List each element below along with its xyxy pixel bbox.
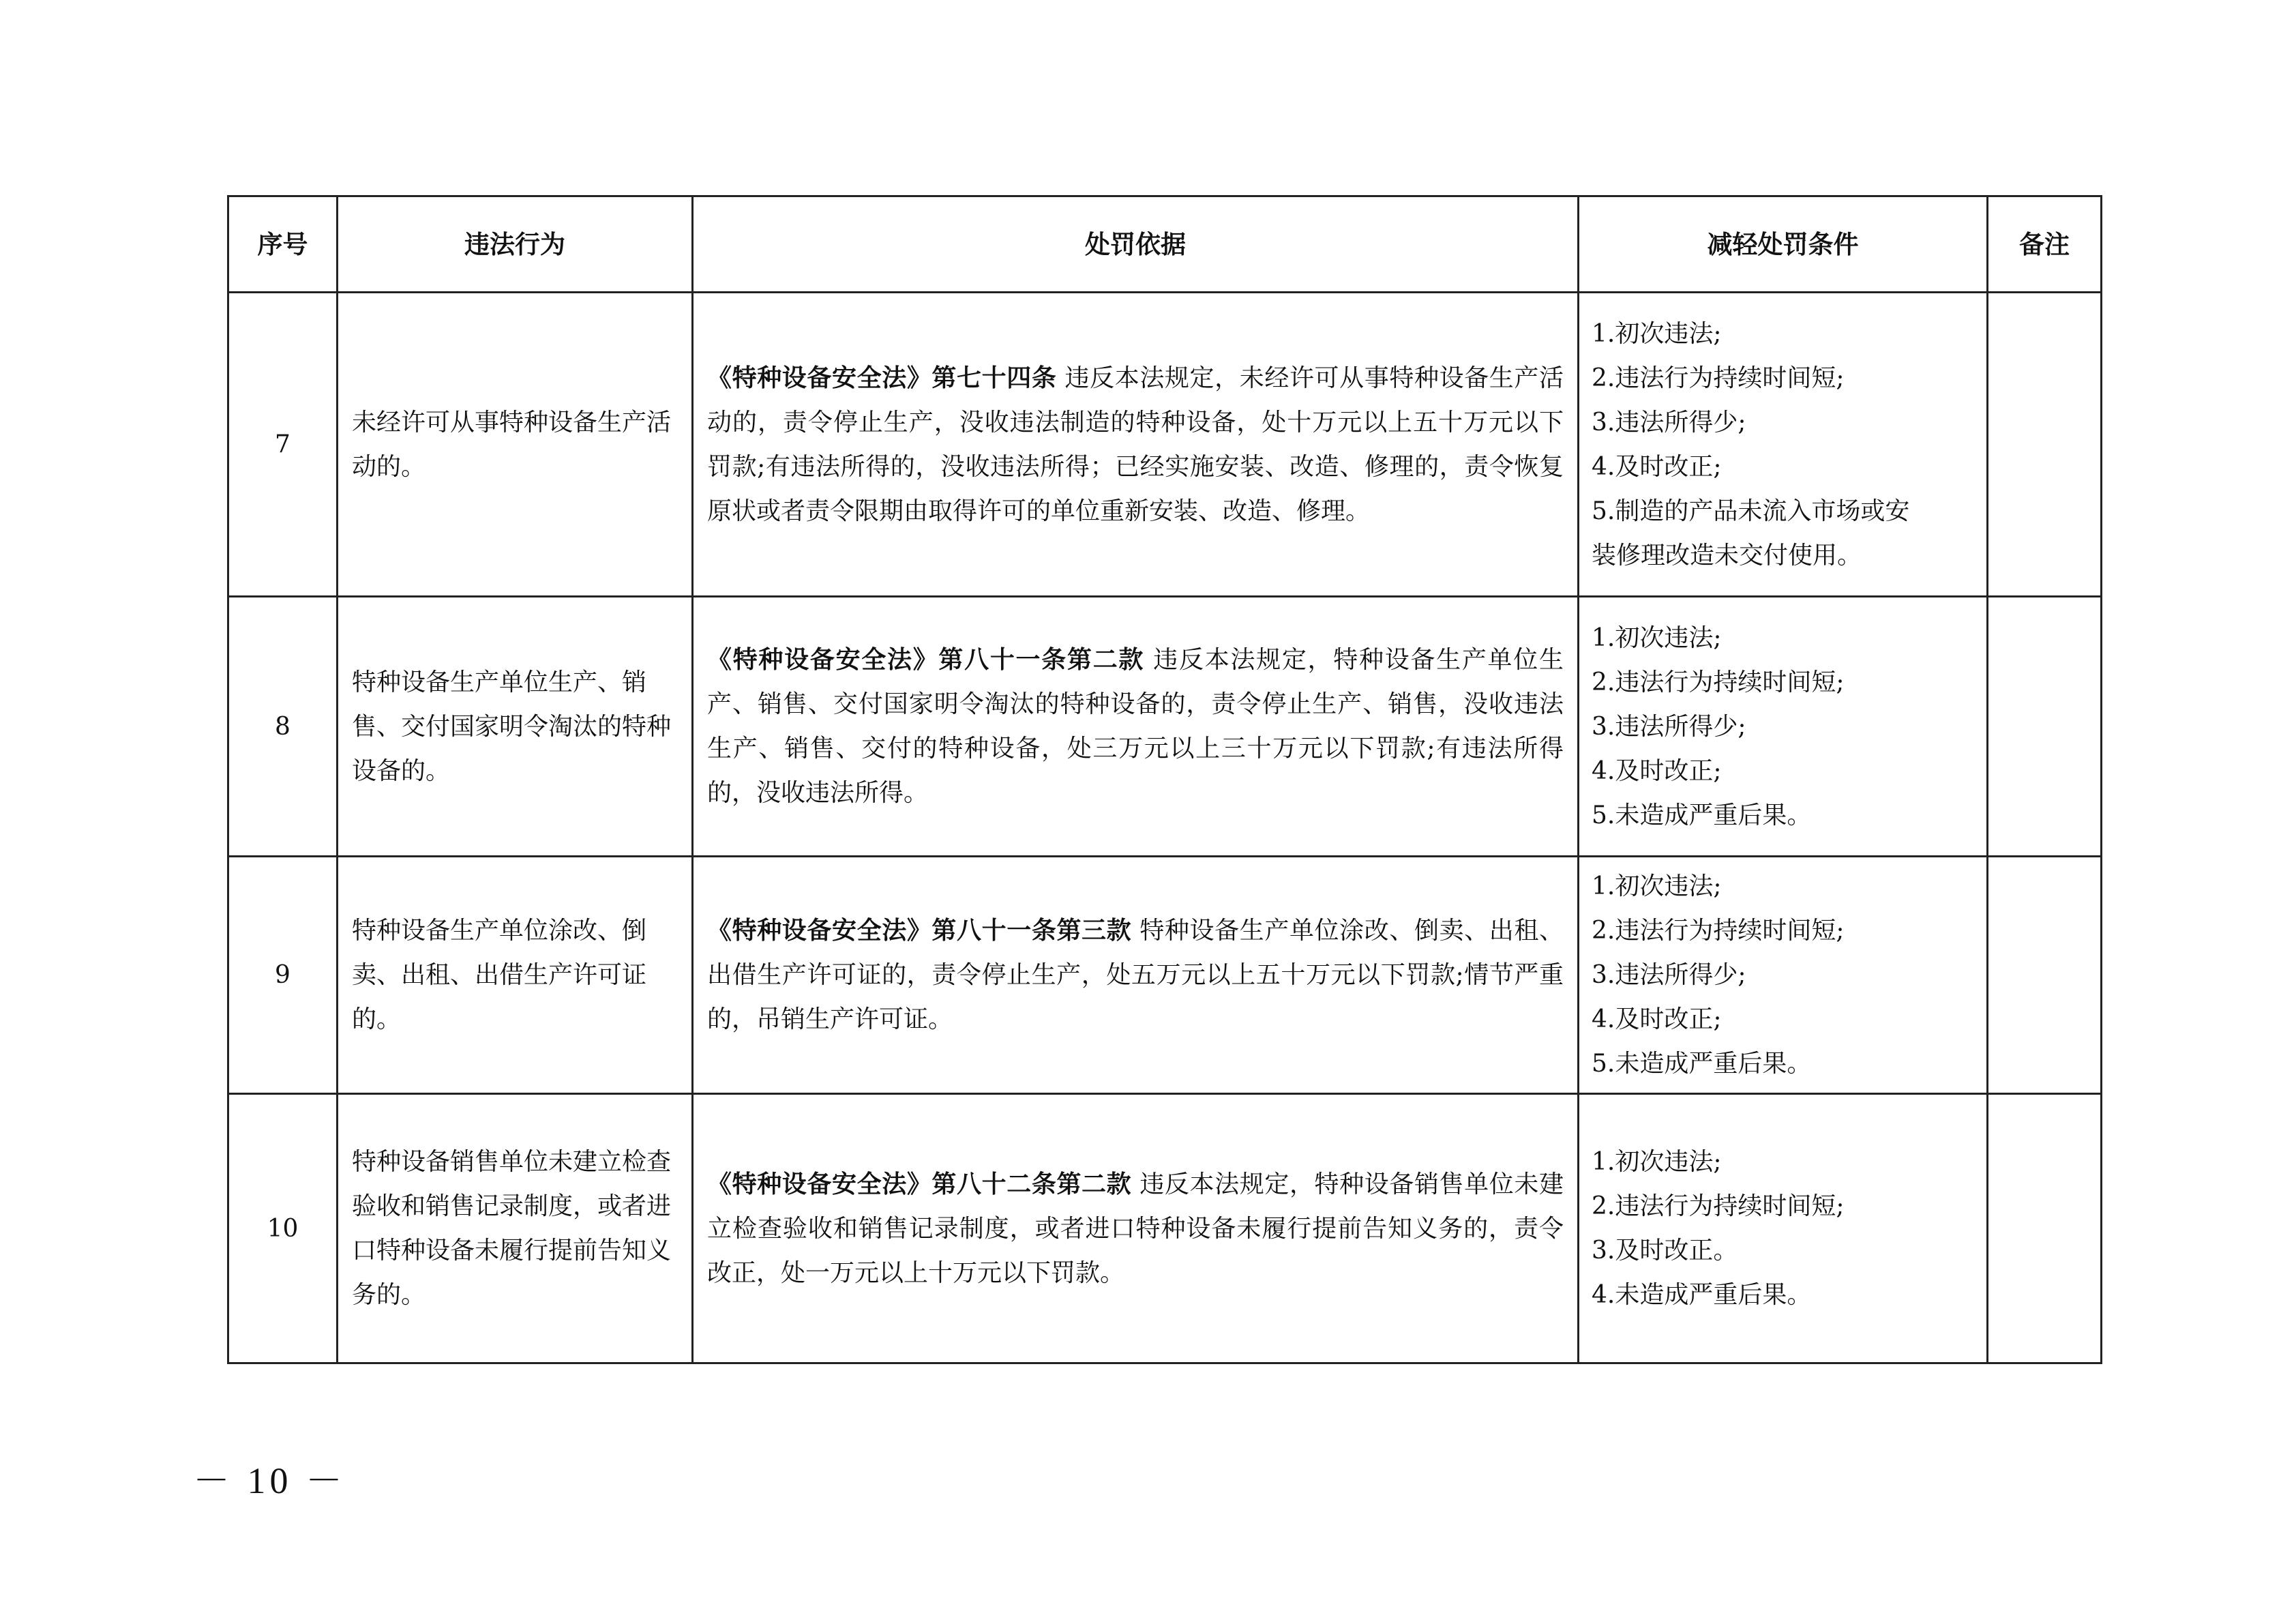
row-behavior: 特种设备生产单位生产、销售、交付国家明令淘汰的特种设备的。 — [338, 597, 693, 857]
basis-text: 违反本法规定，特种设备生产单位生产、销售、交付国家明令淘汰的特种设备的，责令停止生产、销售，没收违法生产、销售、交付的特种设备，处三万元以上三十万元以下罚款;有违法所得的，没收违法所得。 — [707, 646, 1564, 807]
condition-item: 1.初次违法; — [1592, 319, 1722, 348]
table-header-row — [228, 196, 2102, 293]
page-number: － 10 － — [193, 1460, 346, 1501]
header-seq: 序号 — [228, 196, 338, 293]
header-remarks: 备注 — [1988, 196, 2102, 293]
condition-item: 3.及时改正。 — [1592, 1237, 1738, 1265]
header-basis: 处罚依据 — [693, 196, 1579, 293]
row-behavior: 特种设备销售单位未建立检查验收和销售记录制度，或者进口特种设备未履行提前告知义务的。 — [338, 1094, 693, 1363]
row-seq: 10 — [228, 1094, 338, 1363]
row-behavior: 特种设备生产单位涂改、倒卖、出租、出借生产许可证的。 — [338, 857, 693, 1094]
condition-item: 装修理改造未交付使用。 — [1592, 541, 1862, 570]
condition-item: 4.及时改正; — [1592, 1005, 1722, 1033]
row-conditions — [1579, 597, 1988, 857]
table-row — [228, 857, 2102, 1094]
condition-item: 5.未造成严重后果。 — [1592, 801, 1812, 829]
condition-item: 2.违法行为持续时间短; — [1592, 917, 1845, 945]
row-remarks — [1988, 293, 2102, 597]
condition-item: 1.初次违法; — [1592, 623, 1722, 652]
row-remarks — [1988, 1094, 2102, 1363]
condition-item: 5.未造成严重后果。 — [1592, 1050, 1812, 1078]
row-seq: 8 — [228, 597, 338, 857]
basis-title: 《特种设备安全法》第七十四条 — [707, 364, 1057, 392]
row-basis — [693, 597, 1579, 857]
table-row — [228, 293, 2102, 597]
condition-item: 1.初次违法; — [1592, 1148, 1722, 1176]
basis-title: 《特种设备安全法》第八十二条第二款 — [707, 1170, 1132, 1198]
condition-item: 4.未造成严重后果。 — [1592, 1281, 1812, 1309]
row-behavior: 未经许可从事特种设备生产活动的。 — [338, 293, 693, 597]
row-basis — [693, 857, 1579, 1094]
basis-title: 《特种设备安全法》第八十一条第三款 — [707, 917, 1132, 945]
table-row — [228, 597, 2102, 857]
row-remarks — [1988, 857, 2102, 1094]
condition-item: 3.违法所得少; — [1592, 961, 1746, 989]
header-conditions: 减轻处罚条件 — [1579, 196, 1988, 293]
basis-text: 特种设备生产单位涂改、倒卖、出租、出借生产许可证的，责令停止生产，处五万元以上五十万元以下罚款;情节严重的，吊销生产许可证。 — [707, 917, 1564, 1033]
condition-item: 2.违法行为持续时间短; — [1592, 668, 1845, 696]
condition-item: 4.及时改正; — [1592, 452, 1722, 481]
row-seq: 7 — [228, 293, 338, 597]
penalty-table — [227, 195, 2102, 1364]
row-seq: 9 — [228, 857, 338, 1094]
row-basis — [693, 293, 1579, 597]
condition-item: 4.及时改正; — [1592, 756, 1722, 785]
condition-item: 5.制造的产品未流入市场或安 — [1592, 497, 1910, 525]
row-remarks — [1988, 597, 2102, 857]
row-conditions — [1579, 857, 1988, 1094]
condition-item: 2.违法行为持续时间短; — [1592, 364, 1845, 392]
condition-item: 3.违法所得少; — [1592, 408, 1746, 437]
row-conditions — [1579, 1094, 1988, 1363]
condition-item: 2.违法行为持续时间短; — [1592, 1192, 1845, 1220]
table-row — [228, 1094, 2102, 1363]
condition-item: 1.初次违法; — [1592, 872, 1722, 900]
row-conditions — [1579, 293, 1988, 597]
basis-text: 违反本法规定，特种设备销售单位未建立检查验收和销售记录制度，或者进口特种设备未履行提前告知义务的，责令改正，处一万元以上十万元以下罚款。 — [707, 1170, 1564, 1287]
basis-title: 《特种设备安全法》第八十一条第二款 — [707, 646, 1145, 674]
header-behavior: 违法行为 — [338, 196, 693, 293]
basis-text: 违反本法规定，未经许可从事特种设备生产活动的，责令停止生产，没收违法制造的特种设备，处十万元以上五十万元以下罚款;有违法所得的，没收违法所得；已经实施安装、改造、修理的，责令恢复原状或者责令限期由取得许可的单位重新安装、改造、修理。 — [707, 364, 1564, 525]
row-basis — [693, 1094, 1579, 1363]
condition-item: 3.违法所得少; — [1592, 712, 1746, 741]
